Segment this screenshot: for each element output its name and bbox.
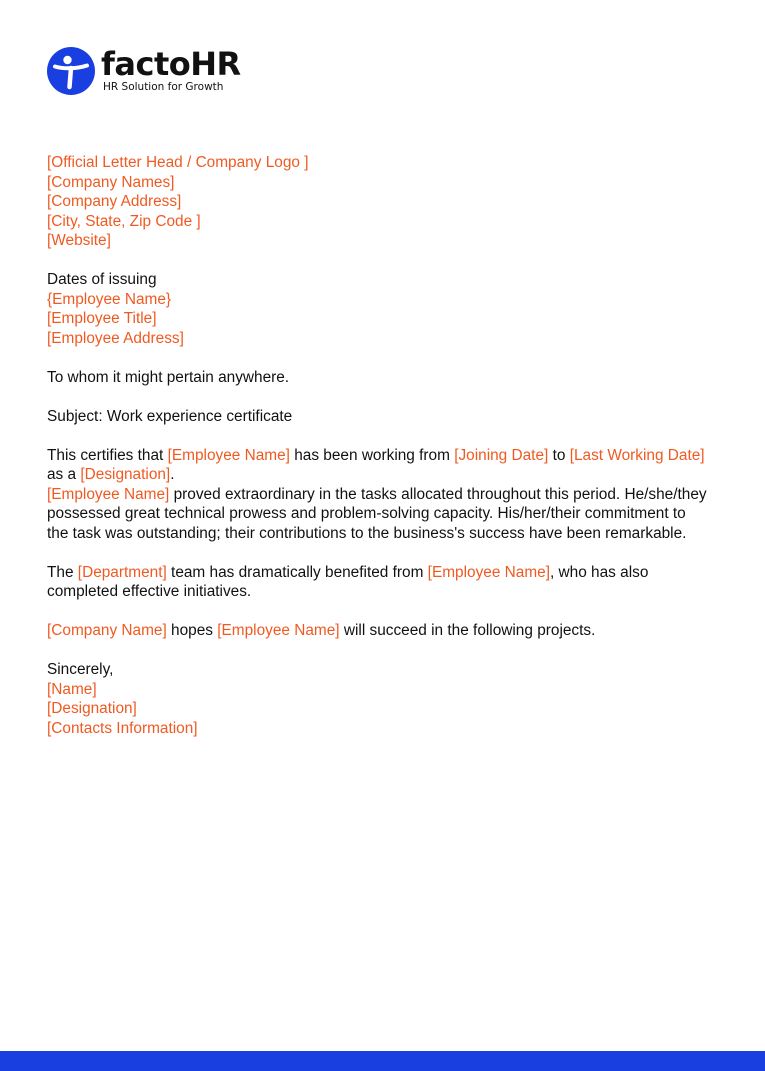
placeholder-joining-date: [Joining Date] (454, 446, 549, 464)
p1-text-3: to (548, 446, 570, 464)
placeholder-department: [Department] (77, 563, 167, 581)
paragraph-performance (47, 485, 707, 544)
placeholder-employee-name: [Employee Name] (217, 622, 340, 639)
p2-text-1: proved extraordinary in the tasks allocated throughout this period. He/she/they possessed great technical prowess and problem-solving capacity. His/her/their commitment to the task was outstanding; their contributions to the business's success have been remarkable. (47, 485, 707, 542)
issue-date: Dates of issuing (47, 271, 157, 288)
placeholder-employee-name: [Employee Name] (167, 446, 290, 464)
logo-wordmark: factoHR (101, 45, 241, 83)
signer-name: [Name] (47, 680, 97, 698)
p1-text-4: as a (47, 466, 81, 483)
logo-tagline: HR Solution for Growth (103, 81, 224, 93)
paragraph-wishes (47, 621, 707, 641)
p3-text-3: , who has also completed effective initiatives. (47, 563, 649, 600)
letterhead-logo: [Official Letter Head / Company Logo ] (47, 154, 309, 171)
company-logo (47, 47, 241, 97)
placeholder-employee-name: [Employee Name] (427, 563, 550, 581)
person-figure-icon (47, 47, 95, 95)
sign-off: Sincerely, (47, 661, 114, 678)
placeholder-company-name: [Company Name] (47, 622, 167, 639)
paragraph-certification (47, 446, 707, 485)
letterhead-city: [City, State, Zip Code ] (47, 212, 201, 230)
signer-designation: [Designation] (47, 700, 137, 717)
p1-text-5: . (170, 466, 175, 483)
p3-text-2: team has dramatically benefited from (166, 563, 428, 581)
p4-text-1: hopes (166, 622, 218, 639)
letterhead-website: [Website] (47, 232, 111, 249)
signer-contacts: [Contacts Information] (47, 719, 198, 737)
recipient-title: [Employee Title] (47, 310, 157, 327)
footer-bar (0, 1051, 765, 1071)
placeholder-employee-name: [Employee Name] (47, 485, 170, 503)
subject-line: Subject: Work experience certificate (47, 407, 293, 425)
p1-text-1: This certifies that (47, 446, 168, 464)
p3-text-1: The (47, 563, 78, 581)
placeholder-designation: [Designation] (80, 466, 171, 483)
letter-body (47, 153, 707, 738)
paragraph-department (47, 563, 707, 602)
p4-text-2: will succeed in the following projects. (339, 622, 596, 639)
letterhead-company-address: [Company Address] (47, 193, 182, 210)
recipient-name: {Employee Name} (47, 290, 172, 308)
p1-text-2: has been working from (289, 446, 455, 464)
recipient-address: [Employee Address] (47, 329, 184, 347)
salutation: To whom it might pertain anywhere. (47, 368, 290, 386)
letterhead-company-names: [Company Names] (47, 173, 175, 191)
placeholder-last-working-date: [Last Working Date] (569, 446, 705, 464)
